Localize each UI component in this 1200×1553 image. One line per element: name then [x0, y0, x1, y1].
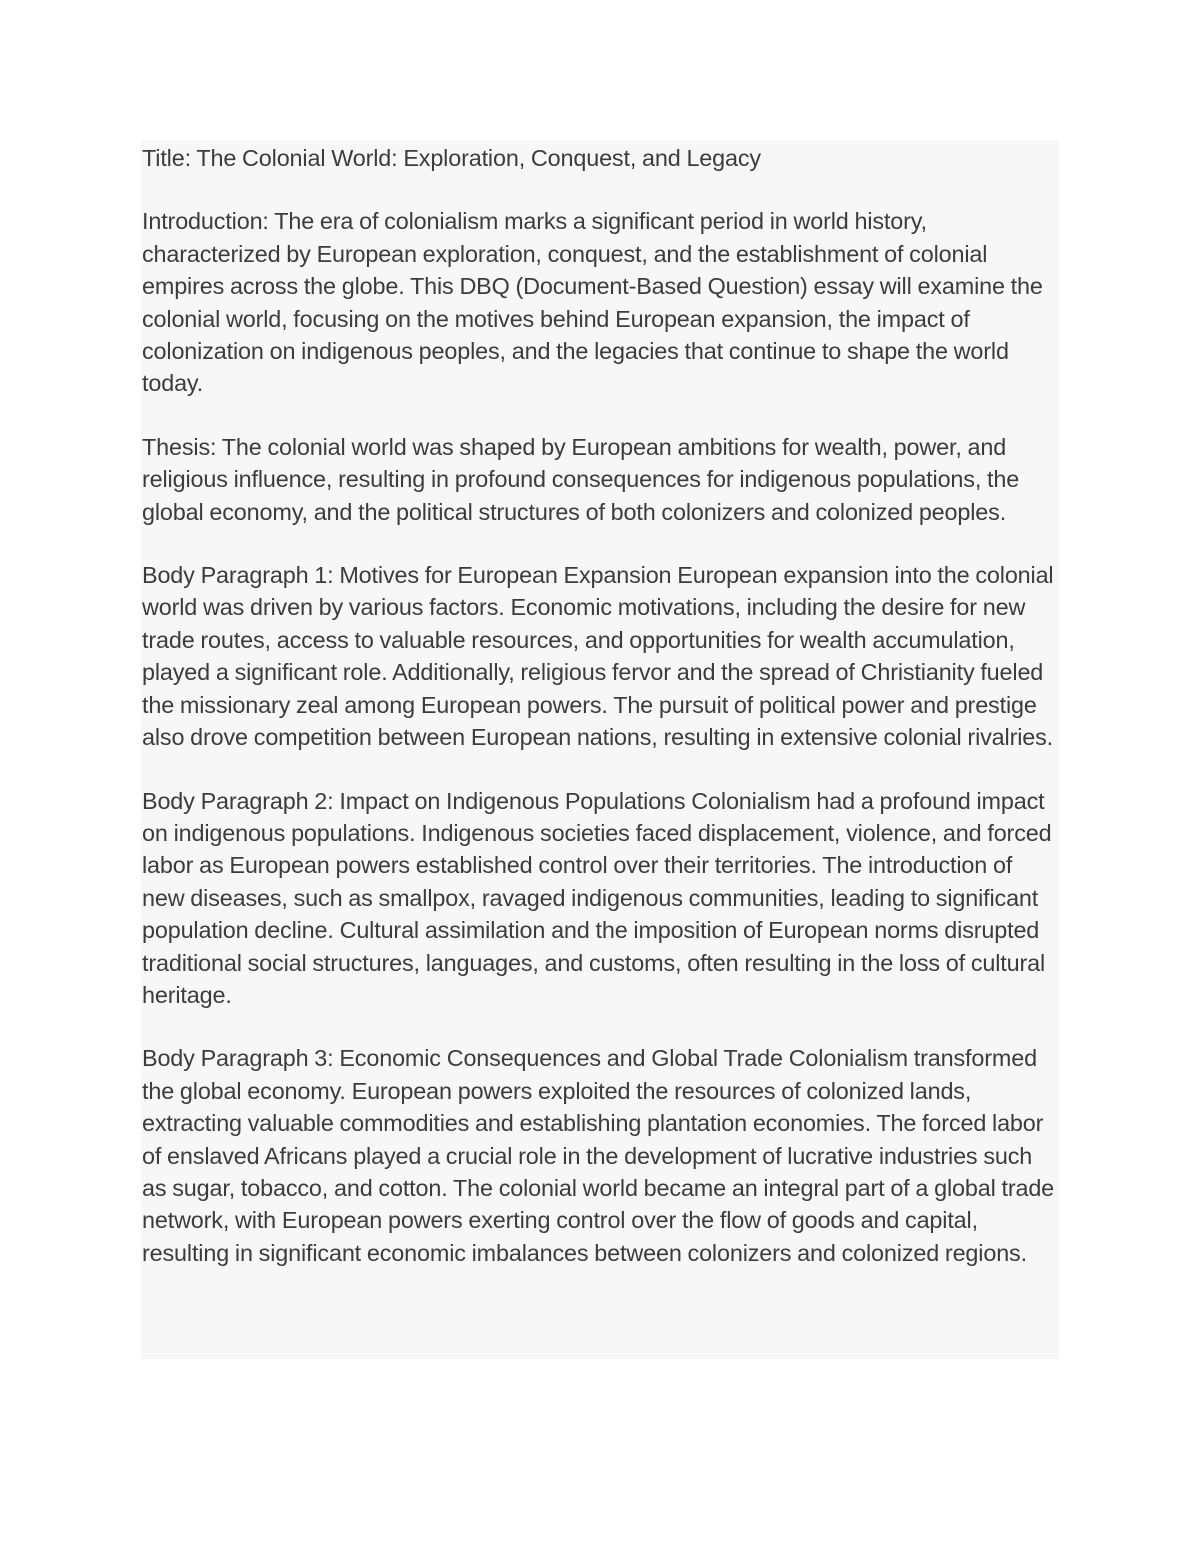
- essay-text-block: [141, 140, 1059, 1359]
- introduction-paragraph: Introduction: The era of colonialism marks a significant period in world history, characterized by European exploration, conquest, and the establishment of colonial empires across the globe. This DBQ (Document-Based Question) essay will examine the colonial world, focusing on the motives behind European expansion, the impact of colonization on indigenous peoples, and the legacies that continue to shape the world today.: [142, 208, 1043, 397]
- body-paragraph-3: Body Paragraph 3: Economic Consequences and Global Trade Colonialism transformed the global economy. European powers exploited the resources of colonized lands, extracting valuable commodities and establishing plantation economies. The forced labor of enslaved Africans played a crucial role in the development of lucrative industries such as sugar, tobacco, and cotton. The colonial world became an integral part of a global trade network, with European powers exerting control over the flow of goods and capital, resulting in significant economic imbalances between colonizers and colonized regions.: [142, 1045, 1055, 1266]
- body-paragraph-2: Body Paragraph 2: Impact on Indigenous Populations Colonialism had a profound impact on indigenous populations. Indigenous societies faced displacement, violence, and forced labor as European powers established control over their territories. The introduction of new diseases, such as smallpox, ravaged indigenous communities, leading to significant population decline. Cultural assimilation and the imposition of European norms disrupted traditional social structures, languages, and customs, often resulting in the loss of cultural heritage.: [142, 787, 1052, 1008]
- body-paragraph-1: Body Paragraph 1: Motives for European Expansion European expansion into the colonial world was driven by various factors. Economic motivations, including the desire for new trade routes, access to valuable resources, and opportunities for wealth accumulation, played a significant role. Additionally, religious fervor and the spread of Christianity fueled the missionary zeal among European powers. The pursuit of political power and prestige also drove competition between European nations, resulting in extensive colonial rivalries.: [142, 562, 1054, 751]
- essay-title: Title: The Colonial World: Exploration, Conquest, and Legacy: [142, 145, 761, 171]
- thesis-paragraph: Thesis: The colonial world was shaped by European ambitions for wealth, power, and religious influence, resulting in profound consequences for indigenous populations, the global economy, and the political structures of both colonizers and colonized peoples.: [142, 433, 1020, 525]
